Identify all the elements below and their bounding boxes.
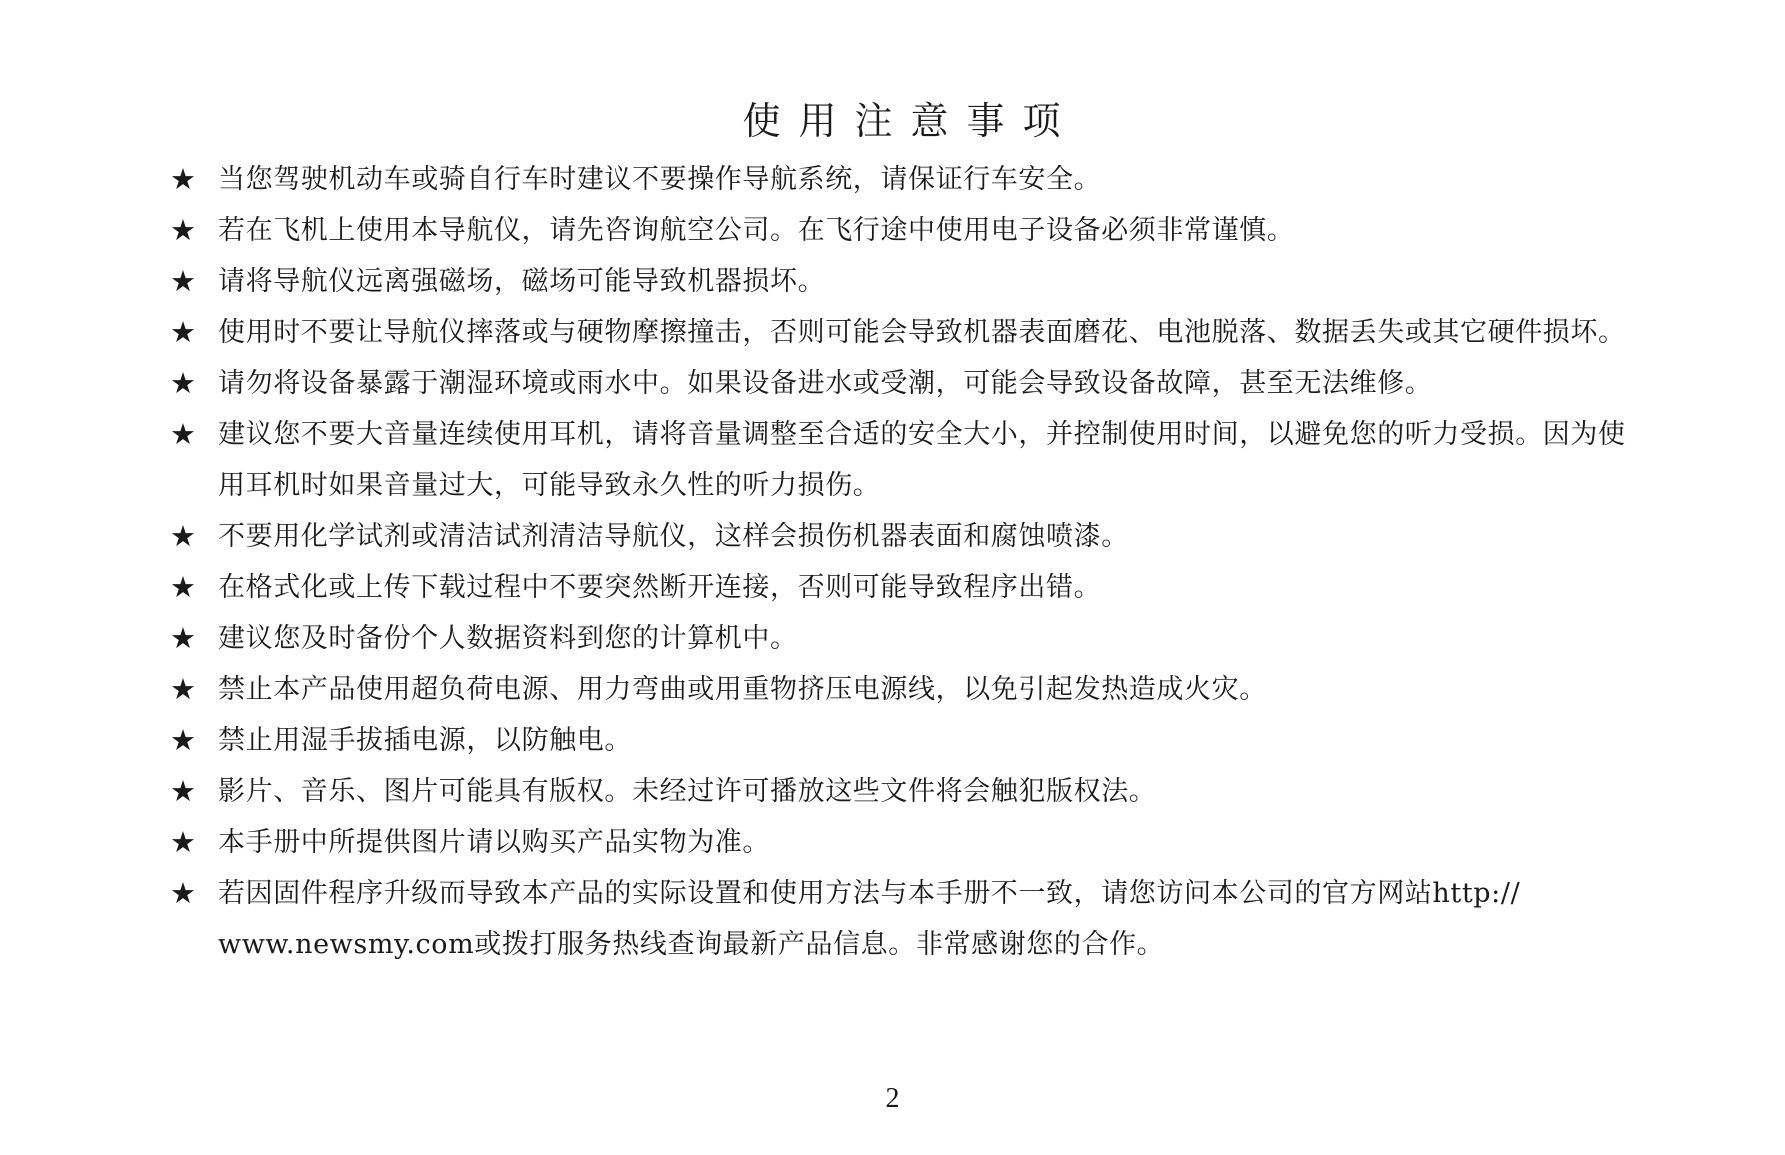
list-item: [170, 868, 1640, 970]
list-item: [170, 613, 1640, 664]
notice-text: 若在飞机上使用本导航仪，请先咨询航空公司。在飞行途中使用电子设备必须非常谨慎。: [218, 215, 1295, 246]
star-bullet-icon: ★: [170, 417, 196, 451]
notice-text: 若因固件程序升级而导致本产品的实际设置和使用方法与本手册不一致，请您访问本公司的官方网站http:// www.newsmy.com或拨打服务热线查询最新产品信息。非常感谢您的合作。: [218, 878, 1521, 960]
list-item: [170, 511, 1640, 562]
notice-text: 禁止用湿手拔插电源，以防触电。: [218, 725, 632, 756]
star-bullet-icon: ★: [170, 162, 196, 196]
star-bullet-icon: ★: [170, 876, 196, 910]
list-item: [170, 307, 1640, 358]
notice-list: [170, 154, 1640, 970]
list-item: [170, 256, 1640, 307]
list-item: [170, 358, 1640, 409]
star-bullet-icon: ★: [170, 621, 196, 655]
star-bullet-icon: ★: [170, 672, 196, 706]
star-bullet-icon: ★: [170, 366, 196, 400]
notice-text: 本手册中所提供图片请以购买产品实物为准。: [218, 827, 770, 858]
page-number: 2: [885, 1083, 900, 1114]
notice-text: 在格式化或上传下载过程中不要突然断开连接，否则可能导致程序出错。: [218, 572, 1102, 603]
list-item: [170, 409, 1640, 511]
star-bullet-icon: ★: [170, 315, 196, 349]
list-item: [170, 817, 1640, 868]
list-item: [170, 766, 1640, 817]
list-item: [170, 154, 1640, 205]
star-bullet-icon: ★: [170, 519, 196, 553]
notice-text: 建议您及时备份个人数据资料到您的计算机中。: [218, 623, 798, 654]
star-bullet-icon: ★: [170, 723, 196, 757]
notice-text: 影片、音乐、图片可能具有版权。未经过许可播放这些文件将会触犯版权法。: [218, 776, 1157, 807]
list-item: [170, 562, 1640, 613]
notice-text: 使用时不要让导航仪摔落或与硬物摩擦撞击，否则可能会导致机器表面磨花、电池脱落、数据丢失或其它硬件损坏。: [218, 317, 1626, 348]
star-bullet-icon: ★: [170, 570, 196, 604]
notice-text: 当您驾驶机动车或骑自行车时建议不要操作导航系统，请保证行车安全。: [218, 164, 1102, 195]
star-bullet-icon: ★: [170, 213, 196, 247]
notice-text: 请将导航仪远离强磁场，磁场可能导致机器损坏。: [218, 266, 826, 297]
list-item: [170, 715, 1640, 766]
notice-text: 禁止本产品使用超负荷电源、用力弯曲或用重物挤压电源线，以免引起发热造成火灾。: [218, 674, 1267, 705]
list-item: [170, 664, 1640, 715]
star-bullet-icon: ★: [170, 774, 196, 808]
notice-text: 不要用化学试剂或清洁试剂清洁导航仪，这样会损伤机器表面和腐蚀喷漆。: [218, 521, 1129, 552]
star-bullet-icon: ★: [170, 825, 196, 859]
notice-text: 建议您不要大音量连续使用耳机，请将音量调整至合适的安全大小，并控制使用时间，以避免您的听力受损。因为使用耳机时如果音量过大，可能导致永久性的听力损伤。: [218, 419, 1626, 501]
star-bullet-icon: ★: [170, 264, 196, 298]
list-item: [170, 205, 1640, 256]
page-title: 使用注意事项: [742, 99, 1079, 143]
notice-text: 请勿将设备暴露于潮湿环境或雨水中。如果设备进水或受潮，可能会导致设备故障，甚至无法维修。: [218, 368, 1433, 399]
